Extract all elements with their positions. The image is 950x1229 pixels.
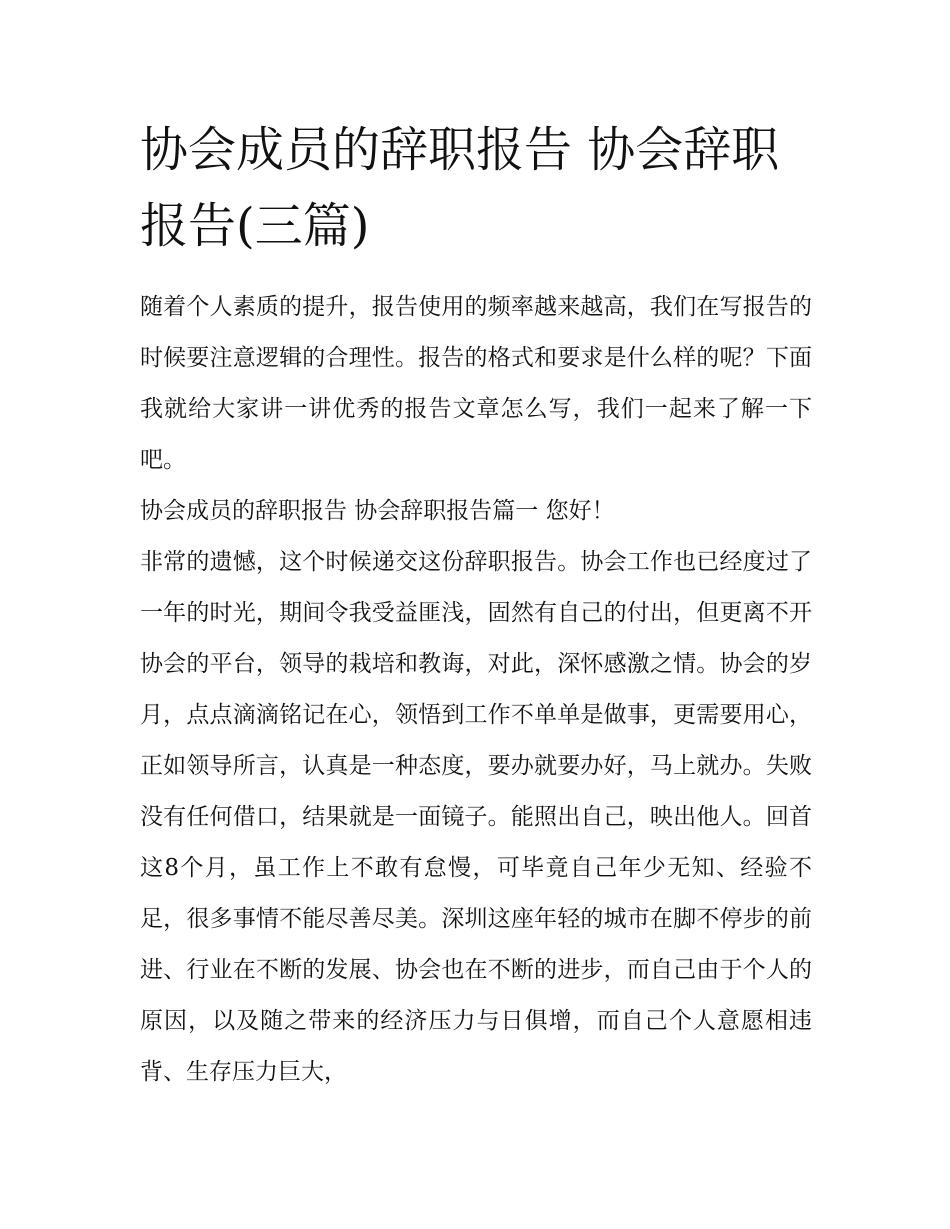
intro-paragraph: 随着个人素质的提升，报告使用的频率越来越高，我们在写报告的时候要注意逻辑的合理性。报告的格式和要求是什么样的呢？下面我就给大家讲一讲优秀的报告文章怎么写，我们一起来了解一下吧。 [140,294,812,473]
section-heading-paragraph: 协会成员的辞职报告 协会辞职报告篇一 您好！ [140,498,615,524]
document-page [140,112,812,1098]
resignation-body-paragraph: 非常的遗憾，这个时候递交这份辞职报告。协会工作也已经度过了一年的时光，期间令我受益匪浅，固然有自己的付出，但更离不开协会的平台，领导的栽培和教诲，对此，深怀感激之情。协会的岁月，点点滴滴铭记在心，领悟到工作不单单是做事，更需要用心，正如领导所言，认真是一种态度，要办就要办好，马上就办。失败没有任何借口，结果就是一面镜子。能照出自己，映出他人。回首这8个月，虽工作上不敢有怠慢，可毕竟自己年少无知、经验不足，很多事情不能尽善尽美。深圳这座年轻的城市在脚不停步的前进、行业在不断的发展、协会也在不断的进步，而自己由于个人的原因，以及随之带来的经济压力与日俱增，而自己个人意愿相违背、生存压力巨大， [140,549,812,1085]
document-title: 协会成员的辞职报告 协会辞职报告(三篇) [140,122,780,254]
document-body [140,282,812,1098]
